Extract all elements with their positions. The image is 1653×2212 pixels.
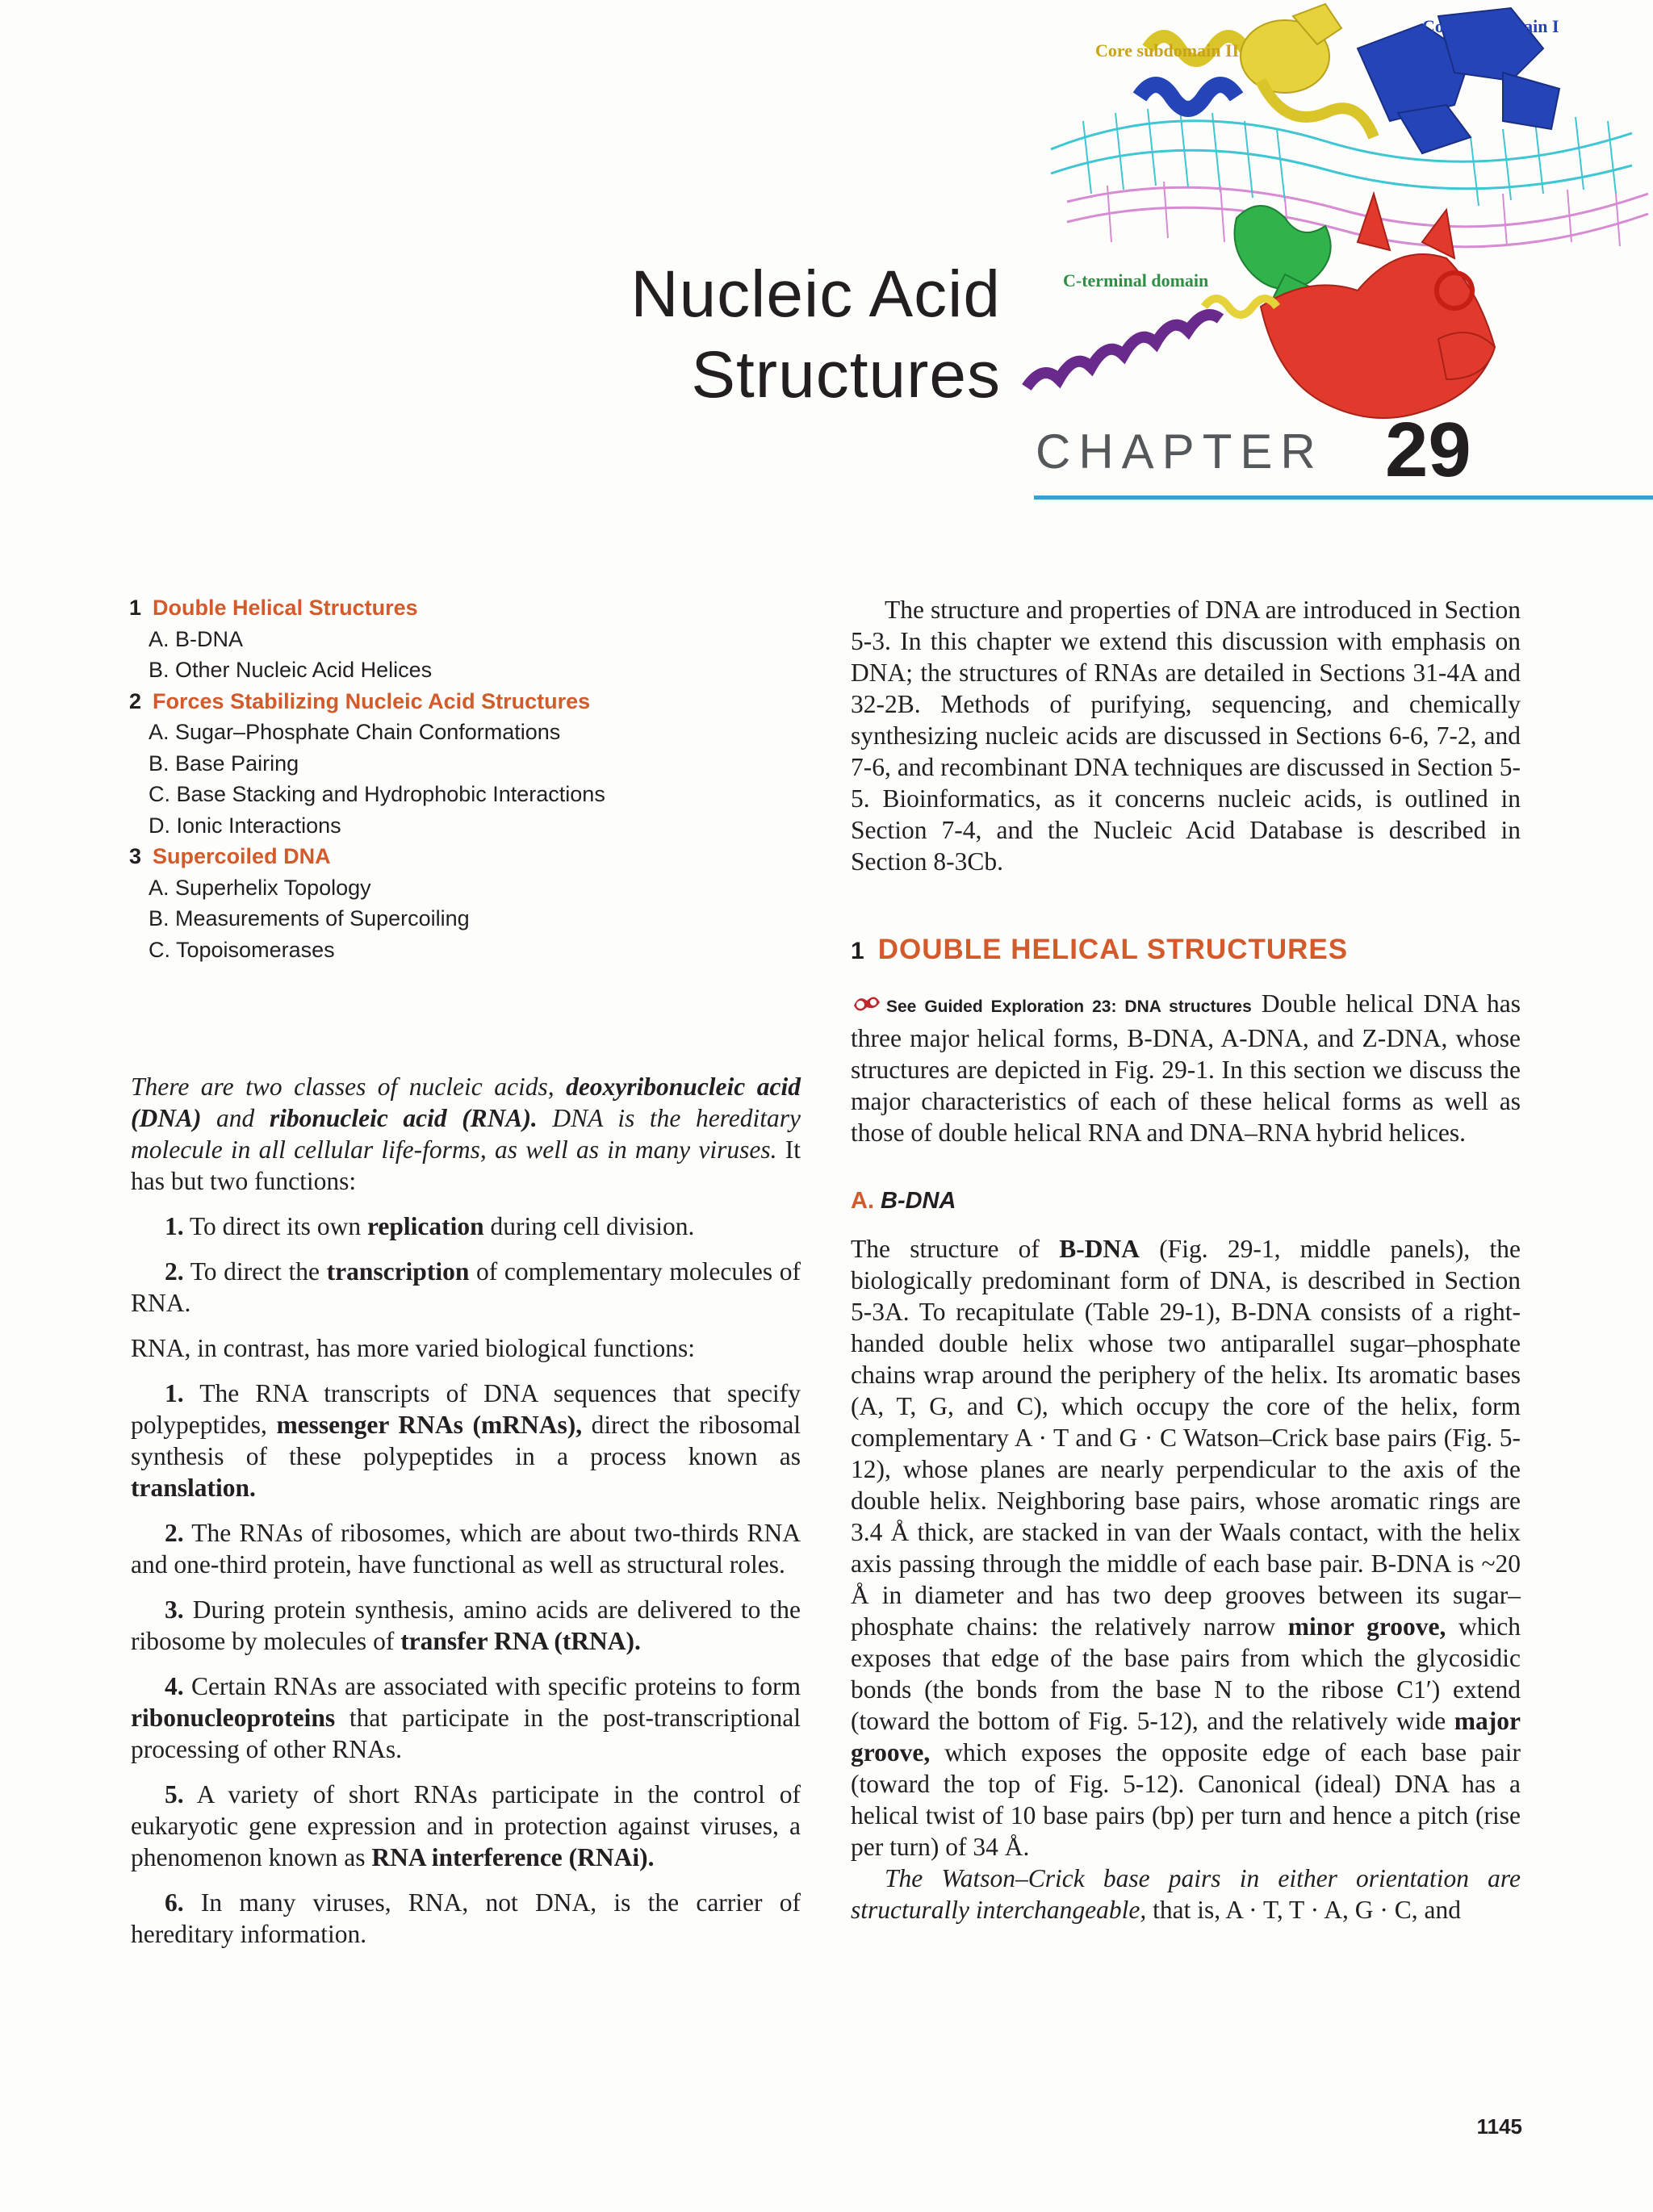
text-run: major groove, <box>851 1707 1521 1767</box>
text-run: of complementary molecules of RNA. <box>131 1257 801 1317</box>
text-run: To direct its own <box>183 1212 367 1240</box>
chapter-title <box>371 254 1001 416</box>
label-c-terminal-domain: C-terminal domain <box>1063 270 1209 291</box>
outline-subsection[interactable]: A. B-DNA <box>149 626 244 651</box>
outline-subsection[interactable]: C. Base Stacking and Hydrophobic Interactions <box>149 782 605 806</box>
page-number: 1145 <box>1476 2114 1522 2139</box>
function-item <box>131 1378 801 1503</box>
text-run: which exposes that edge of the base pairs from which the glycosidic bonds (the bonds from the base N to the ribose C1′) extend (toward the bottom of Fig. 5-12), and the relatively wide <box>851 1612 1521 1735</box>
chapter-outline <box>129 592 823 965</box>
text-run: deoxyribonucleic acid (DNA) <box>131 1073 801 1132</box>
function-item <box>131 1887 801 1950</box>
function-item <box>131 1256 801 1319</box>
section-heading <box>851 934 1521 967</box>
section-number: 1 <box>851 938 865 964</box>
purple-helix-graphic <box>1027 315 1220 387</box>
outline-subsection[interactable]: D. Ionic Interactions <box>149 813 341 838</box>
dna-helix-graphic <box>1051 109 1648 250</box>
subsection-title: B-DNA <box>881 1188 956 1214</box>
text-run: 2. <box>165 1519 184 1547</box>
text-run: during cell division. <box>483 1212 695 1240</box>
text-run: 1. <box>165 1379 184 1407</box>
text-run: 5. <box>165 1780 184 1808</box>
rna-function-list <box>131 1378 801 1950</box>
outline-section-number: 3 <box>129 844 142 868</box>
text-run: minor groove, <box>1287 1612 1446 1641</box>
label-core-subdomain-ii: Core subdomain II <box>1095 40 1240 61</box>
function-item <box>131 1211 801 1242</box>
text-run: 4. <box>165 1672 184 1700</box>
outline-subsection[interactable]: B. Measurements of Supercoiling <box>149 906 470 930</box>
text-run: There are two classes of nucleic acids, <box>131 1073 567 1101</box>
section-paragraph <box>851 988 1521 1148</box>
outline-subsection[interactable]: A. Sugar–Phosphate Chain Conformations <box>149 720 561 744</box>
outline-section-title: Supercoiled DNA <box>153 844 331 868</box>
chapter-title-line1: Nucleic Acid <box>630 257 1001 331</box>
chapter-number: 29 <box>1385 407 1471 493</box>
dna-function-list <box>131 1211 801 1319</box>
outline-section[interactable] <box>129 686 823 717</box>
outline-section-number: 2 <box>129 688 142 713</box>
function-item <box>131 1670 801 1765</box>
guided-exploration-icon[interactable] <box>851 991 883 1015</box>
subsection-heading <box>851 1185 1521 1217</box>
text-run: B-DNA <box>1059 1235 1140 1263</box>
text-run: The RNAs of ribosomes, which are about two-thirds RNA and one-third protein, have functional as well as structural roles. <box>131 1519 801 1579</box>
text-run: The Watson–Crick base pairs in either orientation are structurally interchangeable, <box>851 1864 1521 1924</box>
outline-subsection[interactable]: B. Other Nucleic Acid Helices <box>149 658 433 682</box>
text-run: The RNA transcripts of DNA sequences that specify polypeptides, <box>131 1379 801 1439</box>
section-title: DOUBLE HELICAL STRUCTURES <box>877 934 1349 965</box>
outline-section-title: Double Helical Structures <box>153 596 418 620</box>
rna-intro: RNA, in contrast, has more varied biological functions: <box>131 1334 695 1362</box>
text-run: and <box>201 1104 270 1132</box>
text-run: The structure of <box>851 1235 1060 1263</box>
left-column <box>131 1071 801 1963</box>
text-run: messenger RNAs (mRNAs), <box>276 1411 583 1439</box>
text-run: ribonucleoproteins <box>131 1704 336 1732</box>
text-run: 1. <box>165 1212 184 1240</box>
text-run: It has but two functions: <box>131 1135 801 1195</box>
label-core-subdomain-i: Core subdomain I <box>1422 16 1559 36</box>
text-run: direct the ribosomal synthesis of these polypeptides in a process known as <box>131 1411 801 1470</box>
text-run: (Fig. 29-1, middle panels), the biologically predominant form of DNA, is described in Section 5-3A. To recapitulate (Table 29-1), B-DNA consists of a right-handed double helix whose two antiparallel sugar–phosphate chains wrap around the periphery of the helix. Its aromatic bases (A, T, G, and C), which occupy the core of the helix, form complementary A · T and G · C Watson–Crick base pairs (Fig. 5-12), whose planes are nearly perpendicular to the axis of the double helix. Neighboring base pairs, whose aromatic rings are 3.4 Å thick, are stacked in van der Waals contact, with the helix axis passing through the middle of each base pair. B-DNA is ~20 Å in diameter and has two deep grooves between its sugar–phosphate chains: the relatively narrow <box>851 1235 1521 1641</box>
section-paragraph-text: Double helical DNA has three major helical forms, B-DNA, A-DNA, and Z-DNA, whose structures are depicted in Fig. 29-1. In this section we discuss the major characteristics of each of these helical forms as well as those of double helical RNA and DNA–RNA hybrid helices. <box>851 989 1521 1147</box>
text-run: DNA is the hereditary molecule in all cellular life-forms, as well as in many viruses. <box>131 1104 801 1164</box>
text-run: RNA interference (RNAi). <box>371 1843 655 1871</box>
outline-section-title: Forces Stabilizing Nucleic Acid Structures <box>153 688 591 713</box>
text-run: A variety of short RNAs participate in the control of eukaryotic gene expression and in protection against viruses, a phenomenon known as <box>131 1780 801 1871</box>
text-run: 3. <box>165 1595 184 1624</box>
outline-subsection[interactable]: C. Topoisomerases <box>149 937 335 962</box>
text-run: translation. <box>131 1474 256 1502</box>
text-run: which exposes the opposite edge of each base pair (toward the top of Fig. 5-12). Canonical (ideal) DNA has a helical twist of 10 base pairs (bp) per turn and hence a pitch (rise per turn) of 34 Å. <box>851 1738 1521 1861</box>
text-run: 6. <box>165 1888 184 1917</box>
protein-dna-structure-figure <box>1019 0 1653 460</box>
chapter-rule <box>1034 496 1653 500</box>
outline-section[interactable] <box>129 592 823 624</box>
text-run: In many viruses, RNA, not DNA, is the carrier of hereditary information. <box>131 1888 801 1948</box>
text-run: replication <box>366 1212 484 1240</box>
text-run: Certain RNAs are associated with specific proteins to form <box>183 1672 801 1700</box>
text-run: During protein synthesis, amino acids are delivered to the ribosome by molecules of <box>131 1595 801 1655</box>
outline-section[interactable] <box>129 841 823 872</box>
text-run: transcription <box>326 1257 470 1286</box>
text-run: that participate in the post-transcriptional processing of other RNAs. <box>131 1704 801 1763</box>
chapter-intro-paragraph: The structure and properties of DNA are introduced in Section 5-3. In this chapter we extend this discussion with emphasis on DNA; the structures of RNAs are detailed in Sections 31-4A and 32-2B. Methods of purifying, sequencing, and chemically synthesizing nucleic acids are discussed in Sections 6-6, 7-2, and 7-6, and recombinant DNA techniques are discussed in Section 5-5. Bioinformatics, as it concerns nucleic acids, is outlined in Section 7-4, and the Nucleic Acid Database is described in Section 8-3Cb. <box>851 596 1521 876</box>
text-run: that is, A · T, T · A, G · C, and <box>1146 1896 1461 1924</box>
text-run: ribonucleic acid (RNA). <box>269 1104 538 1132</box>
chapter-label: CHAPTER <box>1036 424 1324 479</box>
function-item <box>131 1779 801 1873</box>
outline-subsection[interactable]: A. Superhelix Topology <box>149 875 371 900</box>
intro-paragraph <box>131 1071 801 1197</box>
outline-subsection[interactable]: B. Base Pairing <box>149 751 299 776</box>
subsection-letter: A. <box>851 1188 874 1214</box>
bdna-paragraph <box>851 1233 1521 1863</box>
function-item <box>131 1594 801 1657</box>
text-run: transfer RNA (tRNA). <box>400 1627 641 1655</box>
chapter-title-line2: Structures <box>691 338 1001 412</box>
text-run: To direct the <box>183 1257 327 1286</box>
outline-section-number: 1 <box>129 596 142 620</box>
function-item <box>131 1517 801 1580</box>
right-column <box>851 594 1521 1926</box>
text-run: 2. <box>165 1257 184 1286</box>
watson-crick-paragraph <box>851 1863 1521 1926</box>
guided-exploration-link[interactable]: See Guided Exploration 23: DNA structures <box>886 997 1252 1016</box>
